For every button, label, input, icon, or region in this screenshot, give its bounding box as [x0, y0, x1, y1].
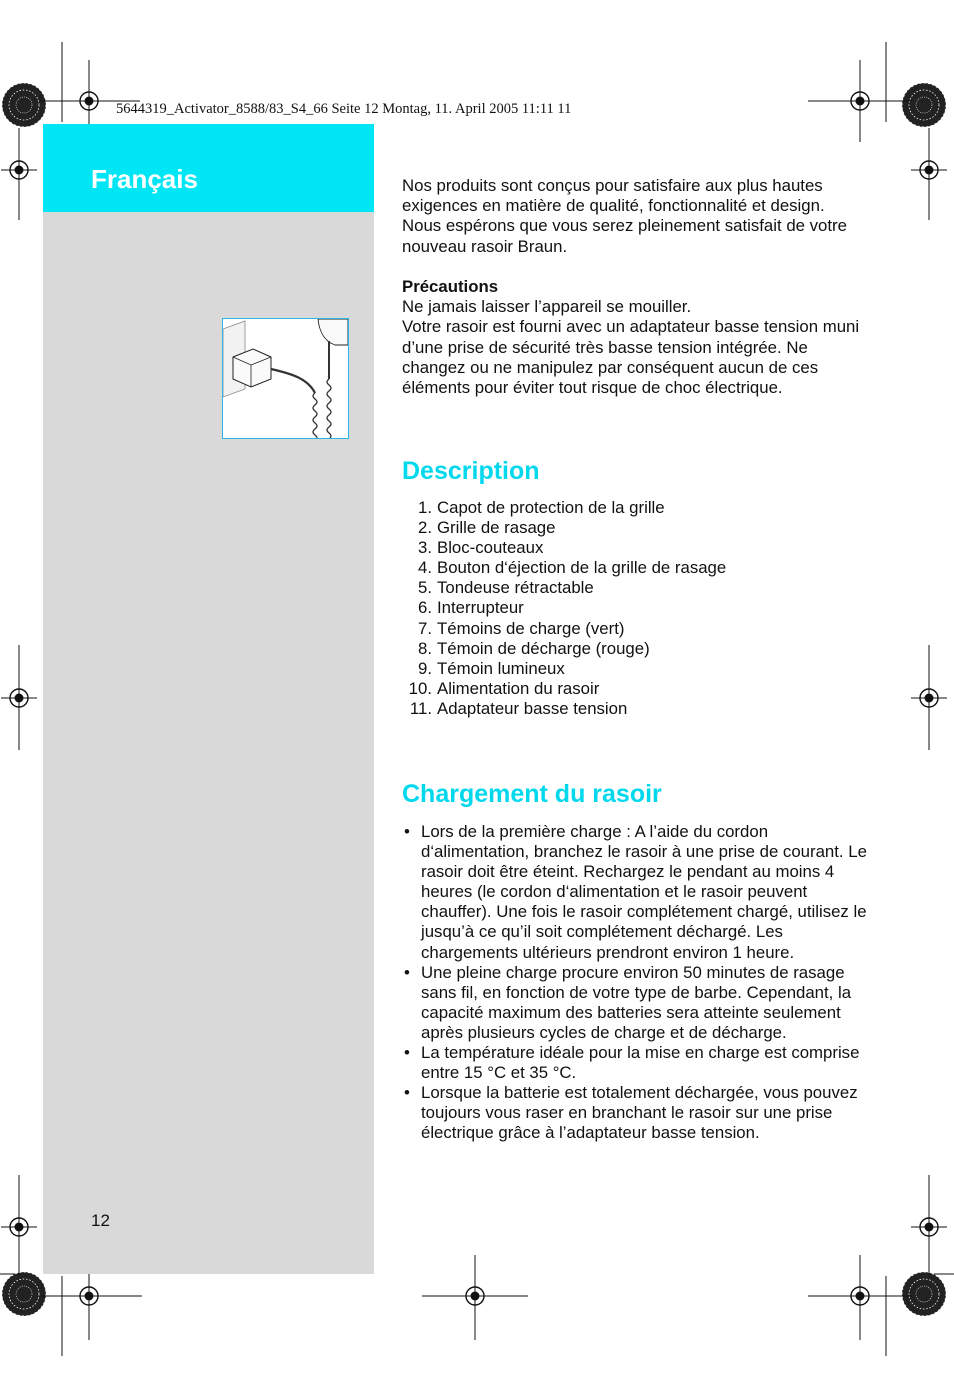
- description-list: [402, 498, 726, 719]
- list-item: 3. Bloc-couteaux: [418, 538, 544, 558]
- sidebar-panel: [43, 124, 374, 1274]
- list-item: • La température idéale pour la mise en charge est comprise entre 15 °C et 35 °C.: [402, 1043, 867, 1083]
- charging-list: [402, 822, 867, 1144]
- list-item: 1. Capot de protection de la grille: [418, 498, 665, 517]
- precautions-block: [402, 277, 862, 398]
- charging-illustration: [222, 318, 349, 439]
- list-item: 5. Tondeuse rétractable: [418, 578, 594, 598]
- intro-paragraph: [402, 176, 862, 257]
- precautions-title: Précautions: [402, 277, 499, 296]
- list-item: 6. Interrupteur: [418, 598, 524, 618]
- list-item: • Lors de la première charge : A l’aide du cordon d‘alimentation, branchez le rasoir à une prise de courant. Le rasoir doit être éteint. Rechargez le pendant au moins 4 heures (le cordon d‘alimentation et le rasoir peuvent chauffer). Une fois le rasoir complétement chargé, utilisez le jusqu’à ce qu’il soit complétement déchargé. Les chargements ultérieurs prendront environ 1 heure.: [402, 822, 867, 963]
- list-item: 7. Témoins de charge (vert): [418, 618, 625, 638]
- list-item: 10. Alimentation du rasoir: [408, 678, 600, 698]
- language-title: Français: [91, 164, 198, 194]
- list-item: 9. Témoin lumineux: [418, 658, 565, 678]
- description-heading: Description: [402, 457, 540, 485]
- list-item: • Lorsque la batterie est totalement déchargée, vous pouvez toujours vous raser en branchant le rasoir sur une prise électrique grâce à l’adaptateur basse tension.: [402, 1083, 867, 1143]
- list-item: 8. Témoin de décharge (rouge): [418, 638, 650, 658]
- precautions-line1: Ne jamais laisser l’appareil se mouiller.: [402, 297, 692, 317]
- list-item: • Une pleine charge procure environ 50 minutes de rasage sans fil, en fonction de votre type de barbe. Cependant, la capacité maximum des batteries sera atteinte seulement après plusieurs cycles de charge et de décharge.: [402, 963, 867, 1043]
- page-number: 12: [91, 1211, 110, 1230]
- list-item: 11. Adaptateur basse tension: [409, 698, 628, 718]
- intro-text: Nos produits sont conçus pour satisfaire aux plus hautes exigences en matière de qualité, fonctionnalité et design. Nous espérons que vous serez pleinement satisfait de votre nouveau rasoir Braun.: [402, 176, 847, 256]
- list-item: 2. Grille de rasage: [418, 518, 556, 538]
- precautions-line2: Votre rasoir est fourni avec un adaptateur basse tension muni d’une prise de sécurité très basse tension intégrée. Ne changez ou ne manipulez par conséquent aucun de ces éléments pour éviter tout risque de choc électrique.: [402, 317, 860, 398]
- charging-heading: Chargement du rasoir: [402, 780, 662, 808]
- list-item: 4. Bouton d‘éjection de la grille de rasage: [418, 558, 727, 578]
- print-header: 5644319_Activator_8588/83_S4_66 Seite 12 Montag, 11. April 2005 11:11 11: [116, 101, 572, 117]
